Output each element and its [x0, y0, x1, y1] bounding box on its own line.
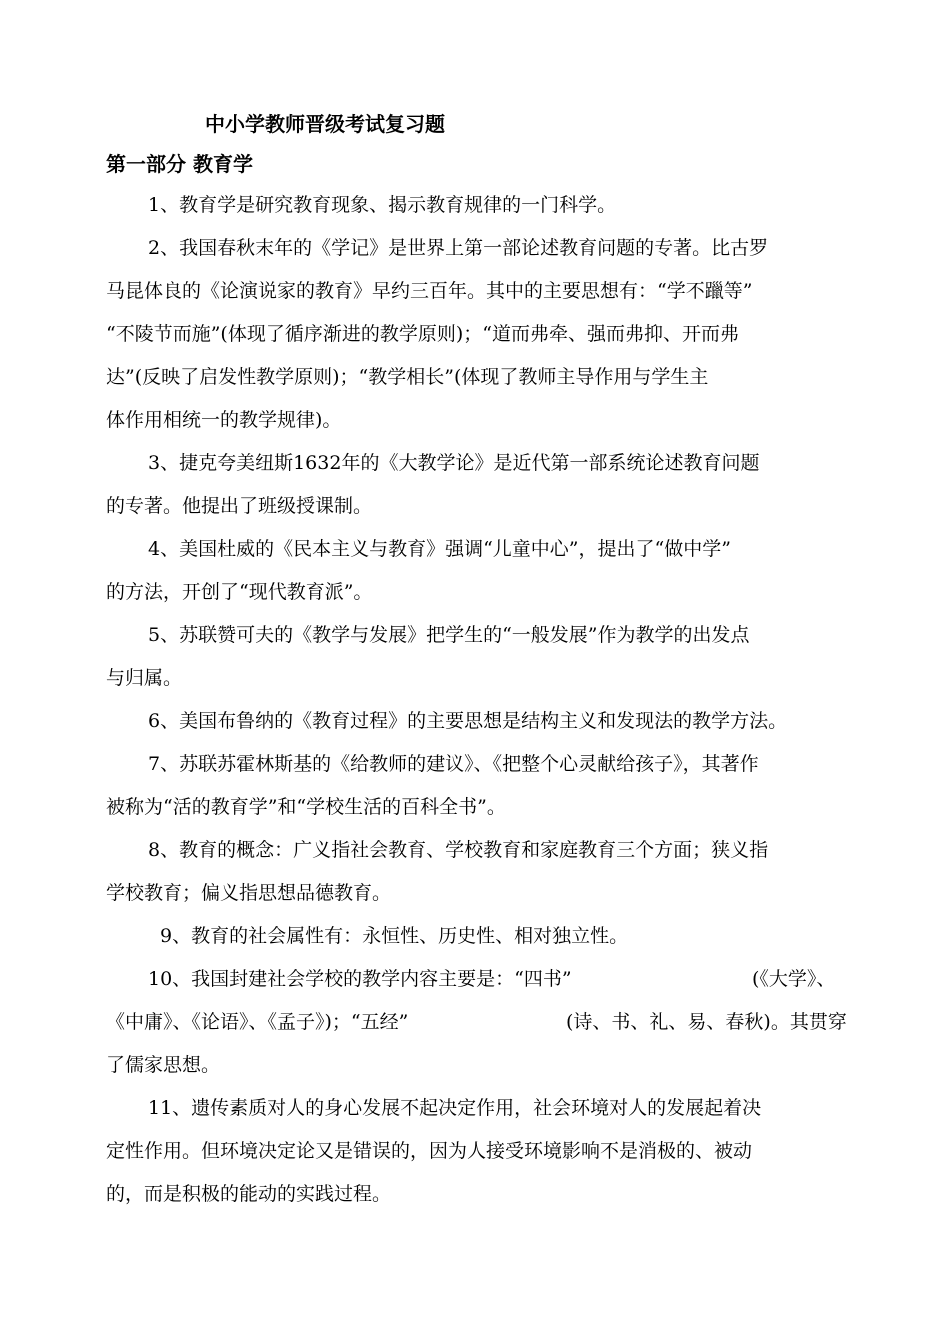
- paragraph-line: 学校教育；偏义指思想品德教育。: [106, 882, 392, 904]
- document-title: 中小学教师晋级考试复习题: [205, 112, 445, 136]
- paragraph-line: 9、教育的社会属性有：永恒性、历史性、相对独立性。: [160, 925, 629, 947]
- paragraph-line: 1、教育学是研究教育现象、揭示教育规律的一门科学。: [148, 194, 617, 216]
- paragraph-line: 3、捷克夸美纽斯1632年的《大教学论》是近代第一部系统论述教育问题: [148, 452, 760, 474]
- paragraph-line: 7、苏联苏霍林斯基的《给教师的建议》、《把整个心灵献给孩子》，其著作: [148, 753, 759, 775]
- paragraph-line: 的，而是积极的能动的实践过程。: [106, 1183, 392, 1205]
- paragraph-line: 体作用相统一的教学规律)。: [106, 409, 342, 431]
- paragraph-line: 马昆体良的《论演说家的教育》早约三百年。其中的主要思想有：“学不躐等”: [106, 280, 753, 302]
- paragraph-line: (《大学》、: [752, 968, 836, 990]
- paragraph-line: 定性作用。但环境决定论又是错误的，因为人接受环境影响不是消极的、被动: [106, 1140, 753, 1162]
- paragraph-line: 达”(反映了启发性教学原则)；“教学相长”(体现了教师主导作用与学生主: [106, 366, 709, 388]
- paragraph-line: 被称为“活的教育学”和“学校生活的百科全书”。: [106, 796, 506, 818]
- paragraph-line: 的专著。他提出了班级授课制。: [106, 495, 373, 517]
- paragraph-line: 《中庸》、《论语》、《孟子》)；“五经”: [106, 1011, 409, 1033]
- paragraph-line: 6、美国布鲁纳的《教育过程》的主要思想是结构主义和发现法的教学方法。: [148, 710, 788, 732]
- paragraph-line: 与归属。: [106, 667, 183, 689]
- paragraph-line: 8、教育的概念：广义指社会教育、学校教育和家庭教育三个方面；狭义指: [148, 839, 769, 861]
- paragraph-line: 5、苏联赞可夫的《教学与发展》把学生的“一般发展”作为教学的出发点: [148, 624, 750, 646]
- paragraph-line: 11、遗传素质对人的身心发展不起决定作用，社会环境对人的发展起着决: [148, 1097, 762, 1119]
- paragraph-line: 10、我国封建社会学校的教学内容主要是：“四书”: [148, 968, 572, 990]
- paragraph-line: “不陵节而施”(体现了循序渐进的教学原则)；“道而弗牵、强而弗抑、开而弗: [106, 323, 739, 345]
- paragraph-line: 4、美国杜威的《民本主义与教育》强调“儿童中心”，提出了“做中学”: [148, 538, 731, 560]
- paragraph-line: (诗、书、礼、易、春秋)。其贯穿: [566, 1011, 847, 1033]
- paragraph-line: 了儒家思想。: [106, 1054, 221, 1076]
- paragraph-line: 2、我国春秋末年的《学记》是世界上第一部论述教育问题的专著。比古罗: [148, 237, 769, 259]
- section-heading: 第一部分 教育学: [106, 152, 253, 176]
- paragraph-line: 的方法，开创了“现代教育派”。: [106, 581, 373, 603]
